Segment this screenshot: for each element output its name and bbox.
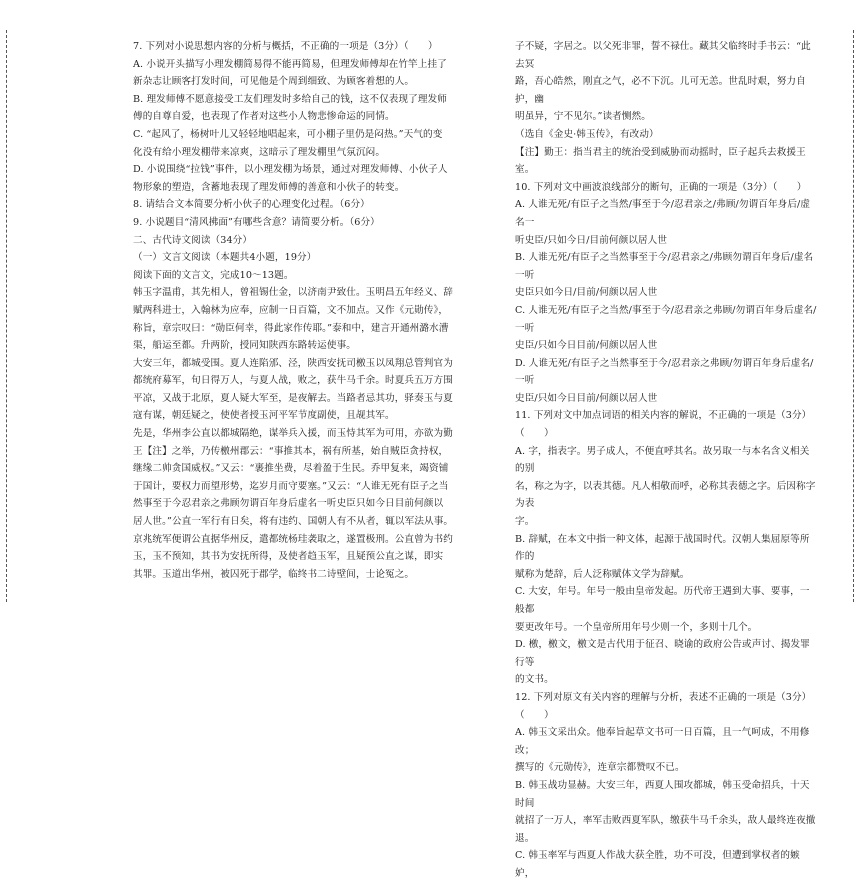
text-line: 听史臣/只如今日/目前何颜以居人世 [515, 234, 668, 246]
text-line: 玉，玉不预知，其书为安抚所得，及使者趋玉军，且疑预公直之谋，即实 [133, 551, 444, 563]
text-line: D. 人谁无死/有臣子之当然事至于今/忍君亲之弗顾/勿谓百年身后虚名/一听 [515, 357, 814, 387]
text-line: 王【注】之举，乃传檄州郡云：“事推其本，祸有所基，始自贼臣贪持权， [133, 445, 449, 457]
text-line: 12. 下列对原文有关内容的理解与分析，表述不正确的一项是（3分）（ ） [515, 691, 812, 721]
left-column [133, 38, 488, 583]
text-line: 9. 小说题目“清风拂面”有哪些含意？请简要分析。（6分） [133, 216, 380, 228]
text-line: 其罪。玉道出华州，被囚死于郡学，临终书二诗壁间，士论冤之。 [133, 568, 415, 580]
text-line: 要更改年号。一个皇帝所用年号少则一个，多则十几个。 [515, 621, 758, 633]
text-line: D. 小说围绕“拉钱”事件，以小理发棚为场景，通过对理发师傅、小伙子人 [133, 164, 448, 176]
text-line: 8. 请结合文本简要分析小伙子的心理变化过程。（6分） [133, 199, 370, 211]
text-line: A. 人谁无死/有臣子之当然/事至于今/忍君亲之/弗顾/勿谓百年身后/虚名一 [515, 199, 811, 228]
text-line: 称旨，章宗叹曰：“勋臣何幸，得此家作传耶。”泰和中，建言开通州潞水漕 [133, 322, 449, 334]
text-line: 名，称之为字，以表其德。凡人相敬而呼，必称其表德之字。后因称字为表 [515, 480, 816, 510]
text-line: 化没有给小理发棚带来凉爽，这暗示了理发棚里气氛沉闷。 [133, 146, 386, 158]
text-line: 字。 [515, 516, 535, 528]
text-line: C. 人谁无死/有臣子之当然/事至于今/忍君亲之弗顾/勿谓百年身后虚名/一听 [515, 304, 817, 334]
text-line: B. 辞赋，在本文中指一种文体，起源于战国时代。汉朝人集屈原等所作的 [515, 533, 810, 563]
left-binding-line [6, 30, 7, 602]
text-line: 二、古代诗文阅读（34分） [133, 234, 253, 246]
text-line: A. 韩玉文采出众。他奉旨起草文书可一日百篇，且一气呵成，不用修改； [515, 727, 810, 756]
text-line: 11. 下列对文中加点词语的相关内容的解说，不正确的一项是（3分）（ ） [515, 410, 812, 440]
text-line: 继缘二帅贪国威权。”又云：“裹推坐费，尽着盈于生民。乔甲复来，竭资铺 [133, 463, 449, 475]
text-line: A. 小说开头描写小理发棚简易得不能再简易，但理发师傅却在竹竿上挂了 [133, 58, 447, 70]
text-line: 韩玉字温甫，其先相人，曾祖锡仕金，以济南尹致仕。玉明昌五年经义、辞 [133, 287, 453, 299]
text-line: 史臣只如今日/目前/何颜以居人世 [515, 287, 658, 299]
text-line: 居人世。”公直一军行有日矣，将有违约、国朝人有不从者，辄以军法从事。 [133, 516, 454, 528]
text-line: 于国计，要权力而望形势，迄岁月而守要塞。”又云：“人谁无死有臣子之当 [133, 480, 449, 492]
text-line: 大安三年，都城受围。夏人连陷邠、泾，陕西安抚司檄玉以凤翔总管判官为 [133, 357, 453, 369]
text-line: 阅读下面的文言文，完成10～13题。 [133, 269, 294, 281]
text-line: 寇有谋，朝廷疑之，使使者授玉河平军节度副使，且觇其军。 [133, 410, 395, 422]
text-line: 7. 下列对小说思想内容的分析与概括，不正确的一项是（3分）（ ） [133, 41, 438, 52]
text-line: A. 字，指表字。男子成人，不便直呼其名。故另取一与本名含义相关的别 [515, 445, 810, 475]
text-line: C. “起风了，杨树叶儿又轻轻地唱起来，可小棚子里仍是闷热。”天气的变 [133, 128, 443, 140]
text-line: 撰写的《元勋传》，连章宗都赞叹不已。 [515, 762, 685, 774]
text-line: 京兆统军便谓公直据华州反，遣都统杨珪袭取之，遂置极刑。公直曾为书约 [133, 533, 453, 545]
text-line: D. 檄，檄文，檄文是古代用于征召、晓谕的政府公告或声讨、揭发罪行等 [515, 639, 810, 668]
text-line: 物形象的塑造，含蓄地表现了理发师傅的善意和小伙子的转变。 [133, 181, 405, 193]
text-line: 的文书。 [515, 674, 554, 686]
text-line: 路，吾心皓然，刚直之气，必不下沉。儿可无恙。世乱时艰，努力自护，幽 [515, 76, 806, 105]
text-line: 10. 下列对文中画波浪线部分的断句，正确的一项是（3分）（ ） [515, 181, 807, 193]
text-line: B. 韩玉战功显赫。大安三年，西夏人围攻都城，韩玉受命招兵，十天时间 [515, 779, 810, 809]
text-line: 然事至于今忍君亲之弗顾勿谓百年身后虚名一听史臣只如今日目前何颜以 [133, 498, 444, 510]
text-line: 新杂志让顾客打发时间，可见他是个周到细致、为顾客着想的人。 [133, 76, 415, 88]
text-line: 就招了一万人，率军击败西夏军队，缴获牛马千余头，敌人最终连夜撤退。 [515, 815, 816, 844]
text-line: 傅的自尊自爱，也表现了作者对这些小人物悲惨命运的同情。 [133, 111, 395, 123]
right-binding-line [853, 30, 854, 602]
text-line: B. 人谁无死/有臣子之当然事至于今/忍君亲之/弗顾勿谓百年身后/虚名一听 [515, 252, 814, 281]
text-line: 赋两科进士，入翰林为应奉，应制一日百篇，文不加点。又作《元勋传》， [133, 304, 449, 316]
text-line: C. 韩玉率军与西夏人作战大获全胜，功不可没，但遭到掌权者的嫉妒， [515, 850, 800, 879]
text-line: 史臣/只如今日目前/何颜以居人世 [515, 340, 658, 352]
text-line: 【注】勤王：指当君主的统治受到威胁而动摇时，臣子起兵去救援王室。 [515, 146, 806, 176]
text-line: 先是，华州李公直以都城隔绝，谋举兵入援，而玉恃其军为可用，亦欲为勤 [133, 428, 453, 440]
text-line: 明虽异，宁不见尔。”读者恻然。 [515, 111, 651, 123]
text-line: 渠，船运至都。升两阶，授同知陕西东路转运使事。 [133, 340, 356, 352]
text-line: B. 理发师傅不愿意接受工友们理发时多给自己的钱，这不仅表现了理发师 [133, 93, 447, 105]
text-line: 都统府募军，旬日得万人，与夏人战，败之，获牛马千余。时夏兵五万方围 [133, 375, 453, 387]
text-line: （一）文言文阅读（本题共4小题，19分） [133, 252, 317, 264]
text-line: 赋称为楚辞，后人泛称赋体文学为辞赋。 [515, 568, 690, 580]
text-line: C. 大安，年号。年号一般由皇帝发起。历代帝王遇到大事、要事，一般都 [515, 586, 810, 615]
right-column [515, 38, 819, 883]
text-line: 史臣/只如今日目前/何颜以居人世 [515, 392, 658, 404]
text-line: （选自《金史·韩玉传》，有改动） [515, 128, 659, 140]
text-line: 平凉，又战于北原，夏人疑大军至，是夜解去。当路者忌其功，驿奏玉与夏 [133, 392, 453, 404]
text-line: 子不疑，字居之。以父死非罪，誓不禄仕。藏其父临终时手书云：“此去冥 [515, 41, 811, 70]
